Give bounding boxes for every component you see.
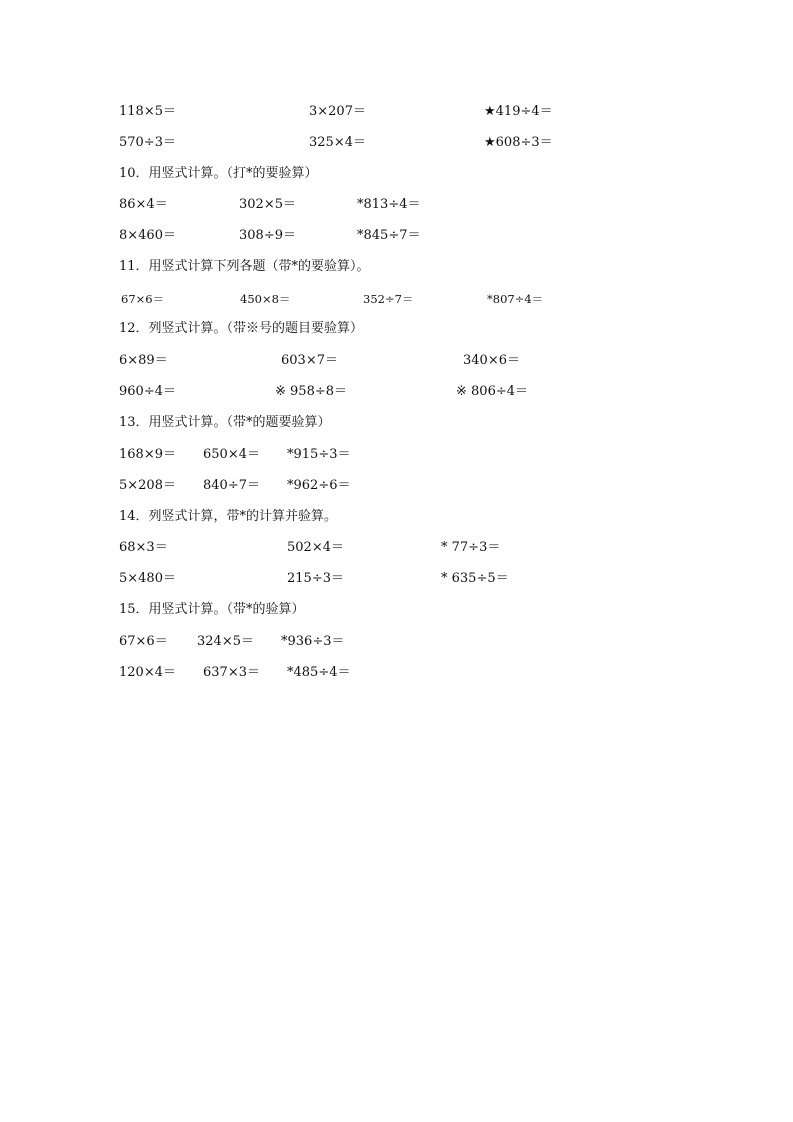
problem-807div4: *807÷4＝	[487, 292, 544, 306]
problem-845div7: *845÷7＝	[357, 228, 421, 243]
problem-star-419div4: ★419÷4＝	[484, 104, 553, 119]
problem-308div9: 308÷9＝	[239, 228, 296, 243]
problem-450x8: 450×8＝	[240, 292, 291, 306]
problem-570div3: 570÷3＝	[119, 135, 176, 150]
question-14-title: 14．列竖式计算，带*的计算并验算。	[119, 509, 338, 524]
problem-118x5: 118×5＝	[119, 104, 176, 119]
problem-86x4: 86×4＝	[119, 197, 168, 212]
problem-960div4: 960÷4＝	[119, 384, 176, 399]
problem-324x5: 324×5＝	[197, 634, 254, 649]
question-13-title: 13．用竖式计算。（带*的题要验算）	[119, 415, 331, 430]
problem-77div3: * 77÷3＝	[441, 540, 501, 555]
problem-3x207: 3×207＝	[309, 104, 366, 119]
question-10-title: 10．用竖式计算。（打*的要验算）	[119, 166, 318, 181]
problem-68x3: 68×3＝	[119, 540, 168, 555]
question-11-title: 11．用竖式计算下列各题（带*的要验算）。	[119, 259, 370, 274]
problem-485div4: *485÷4＝	[287, 665, 351, 680]
problem-5x208: 5×208＝	[119, 478, 176, 493]
problem-340x6: 340×6＝	[463, 353, 520, 368]
problem-650x4: 650×4＝	[203, 447, 260, 462]
problem-6x89: 6×89＝	[119, 353, 168, 368]
problem-325x4: 325×4＝	[309, 135, 366, 150]
problem-813div4: *813÷4＝	[357, 197, 421, 212]
problem-star-608div3: ★608÷3＝	[484, 135, 553, 150]
problem-635div5: * 635÷5＝	[441, 571, 509, 586]
problem-352div7: 352÷7＝	[363, 292, 414, 306]
problem-936div3: *936÷3＝	[281, 634, 345, 649]
problem-603x7: 603×7＝	[281, 353, 338, 368]
problem-120x4: 120×4＝	[119, 665, 176, 680]
question-12-title: 12．列竖式计算。（带※号的题目要验算）	[119, 321, 364, 336]
problem-5x480: 5×480＝	[119, 571, 176, 586]
problem-302x5: 302×5＝	[239, 197, 296, 212]
problem-67x6: 67×6＝	[121, 292, 165, 306]
problem-8x460: 8×460＝	[119, 228, 176, 243]
problem-962div6: *962÷6＝	[287, 478, 351, 493]
problem-806div4: ※ 806÷4＝	[456, 384, 529, 399]
problem-915div3: *915÷3＝	[287, 447, 351, 462]
problem-215div3: 215÷3＝	[287, 571, 344, 586]
problem-958div8: ※ 958÷8＝	[275, 384, 348, 399]
problem-840div7: 840÷7＝	[203, 478, 260, 493]
problem-502x4: 502×4＝	[287, 540, 344, 555]
problem-168x9: 168×9＝	[119, 447, 176, 462]
question-15-title: 15．用竖式计算。（带*的验算）	[119, 602, 305, 617]
problem-67x6-q15: 67×6＝	[119, 634, 168, 649]
problem-637x3: 637×3＝	[203, 665, 260, 680]
